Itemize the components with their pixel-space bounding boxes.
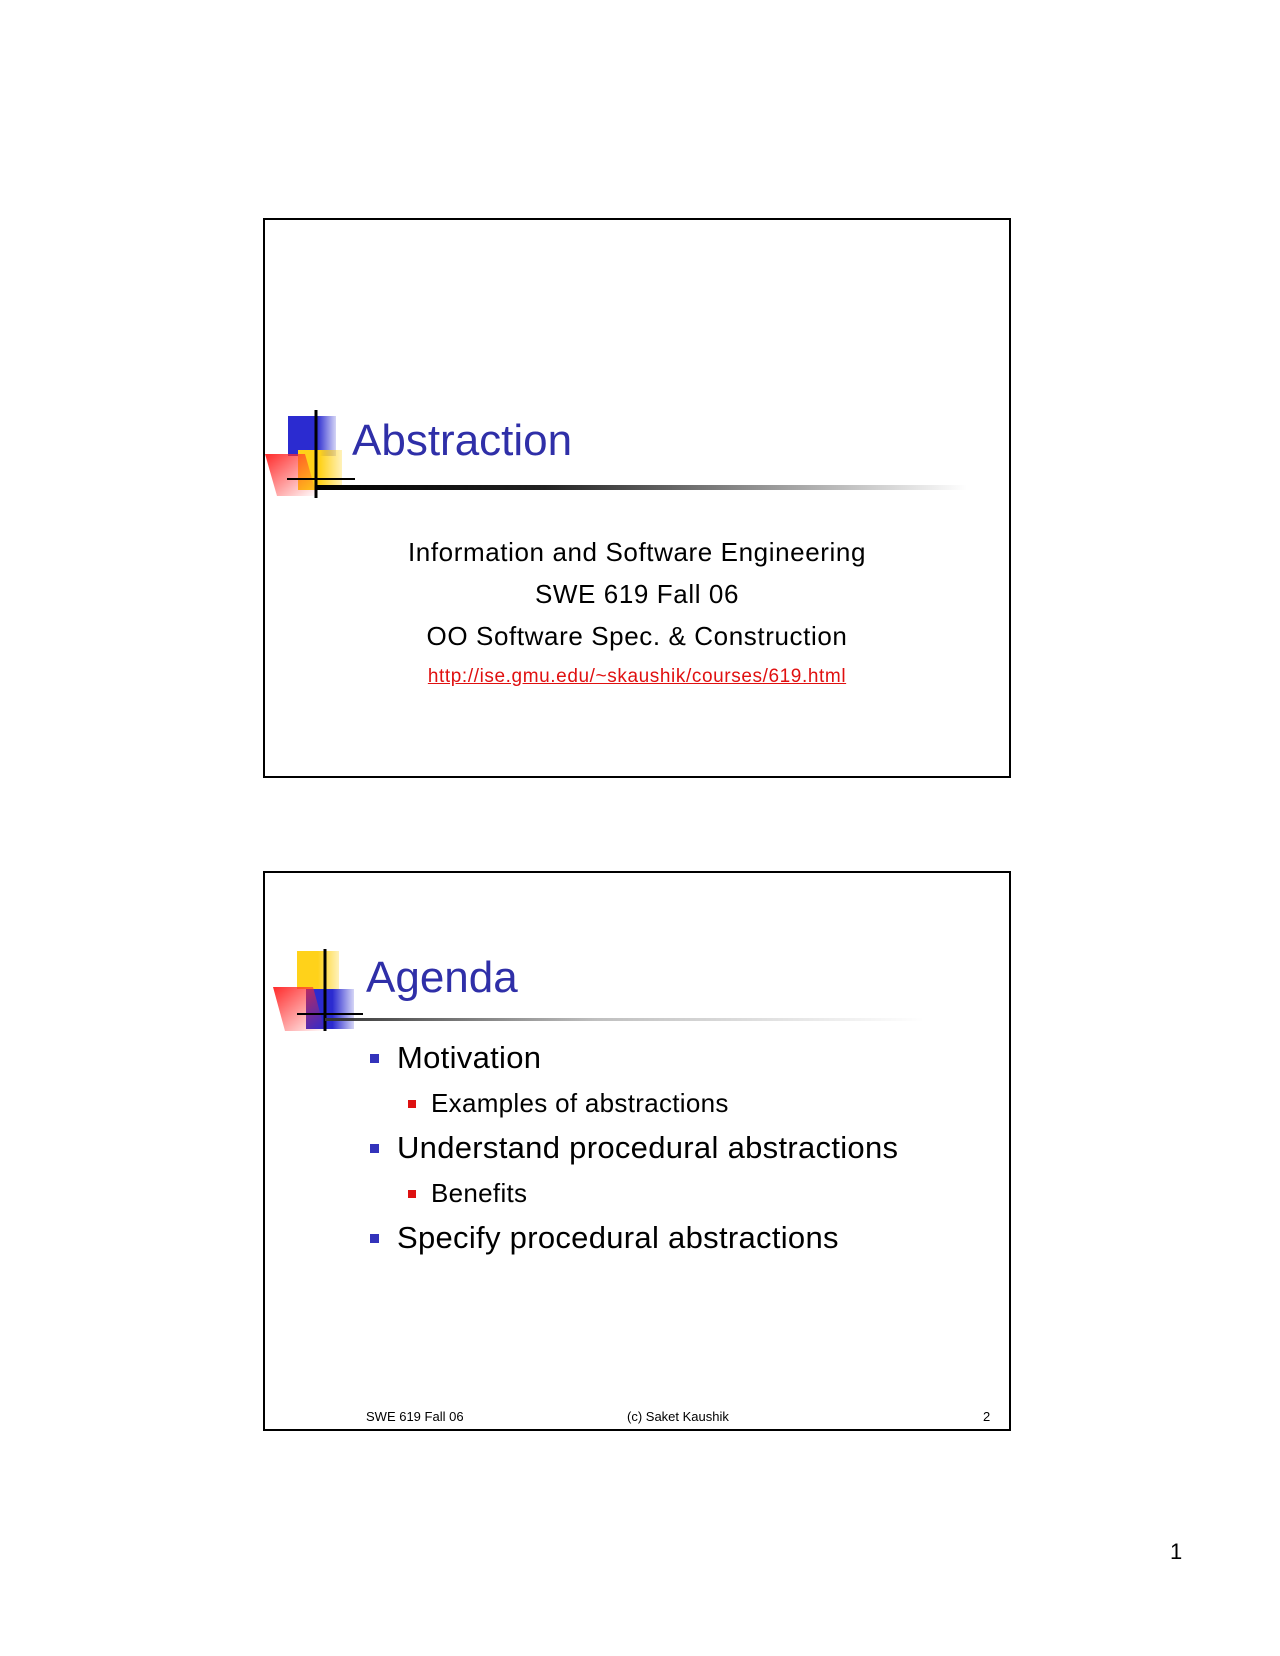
square-bullet-icon — [370, 1144, 379, 1153]
footer-course: SWE 619 Fall 06 — [366, 1409, 464, 1424]
bullet-text: Understand procedural abstractions — [397, 1130, 899, 1165]
square-bullet-icon — [370, 1054, 379, 1063]
title-underline — [325, 1018, 925, 1021]
slide-2 — [263, 871, 1011, 1431]
sub-bullet-item — [408, 1088, 729, 1119]
subtitle-line-2: SWE 619 Fall 06 — [534, 579, 740, 609]
bullet-item — [370, 1220, 839, 1256]
title-decoration-icon — [265, 416, 365, 506]
bullet-text: Specify procedural abstractions — [397, 1220, 839, 1255]
slide-title: Agenda — [366, 953, 518, 1002]
sub-bullet-item — [408, 1178, 527, 1209]
square-bullet-icon — [370, 1234, 379, 1243]
footer-author: (c) Saket Kaushik — [627, 1409, 729, 1424]
bullet-text: Examples of abstractions — [431, 1088, 729, 1118]
subtitle-line-3: OO Software Spec. & Construction — [426, 621, 848, 651]
title-decoration-icon — [273, 951, 373, 1041]
slide-1 — [263, 218, 1011, 778]
bullet-text: Benefits — [431, 1178, 528, 1208]
square-bullet-icon — [408, 1190, 416, 1198]
bullet-text: Motivation — [397, 1040, 542, 1075]
title-underline — [317, 485, 967, 490]
footer-slide-number: 2 — [983, 1409, 991, 1424]
bullet-item — [370, 1040, 541, 1076]
page-number: 1 — [1170, 1539, 1183, 1564]
course-link[interactable]: http://ise.gmu.edu/~skaushik/courses/619.html — [427, 666, 847, 687]
slide-title: Abstraction — [352, 416, 573, 465]
bullet-item — [370, 1130, 898, 1166]
square-bullet-icon — [408, 1100, 416, 1108]
subtitle-line-1: Information and Software Engineering — [407, 537, 867, 567]
